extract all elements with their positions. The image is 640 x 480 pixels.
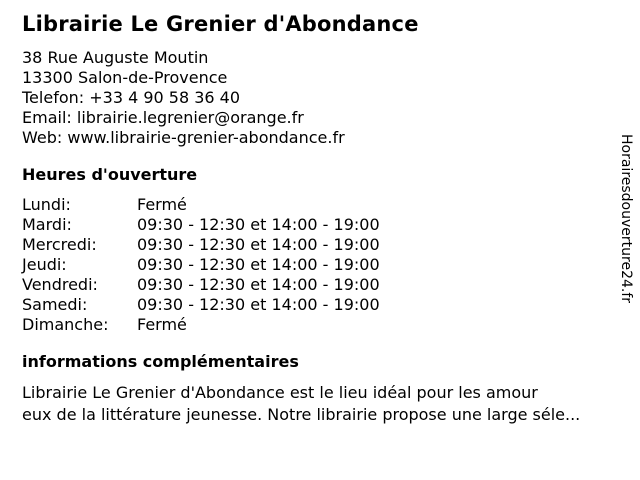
web-line: Web: www.librairie-grenier-abondance.fr xyxy=(22,128,345,147)
opening-hours-table xyxy=(22,195,380,335)
hours-value: Fermé xyxy=(137,195,187,214)
hours-row-sunday xyxy=(22,315,380,335)
day-label: Samedi: xyxy=(22,295,88,314)
hours-value: 09:30 - 12:30 et 14:00 - 19:00 xyxy=(137,235,380,254)
site-watermark: Horairesdouverture24.fr xyxy=(618,134,634,304)
info-text-line-1: Librairie Le Grenier d'Abondance est le lieu idéal pour les amour xyxy=(22,383,538,402)
hours-value: Fermé xyxy=(137,315,187,334)
day-label: Mardi: xyxy=(22,215,72,234)
hours-row-tuesday xyxy=(22,215,380,235)
hours-value: 09:30 - 12:30 et 14:00 - 19:00 xyxy=(137,275,380,294)
additional-info-text xyxy=(22,382,640,426)
day-label: Mercredi: xyxy=(22,235,97,254)
hours-value: 09:30 - 12:30 et 14:00 - 19:00 xyxy=(137,255,380,274)
opening-hours-heading: Heures d'ouverture xyxy=(22,165,198,184)
hours-value: 09:30 - 12:30 et 14:00 - 19:00 xyxy=(137,295,380,314)
address-line-2: 13300 Salon-de-Provence xyxy=(22,68,228,87)
info-text-line-2: eux de la littérature jeunesse. Notre librairie propose une large séle... xyxy=(22,405,581,424)
email-line: Email: librairie.legrenier@orange.fr xyxy=(22,108,304,127)
day-label: Vendredi: xyxy=(22,275,98,294)
phone-line: Telefon: +33 4 90 58 36 40 xyxy=(22,88,241,107)
hours-value: 09:30 - 12:30 et 14:00 - 19:00 xyxy=(137,215,380,234)
hours-row-saturday xyxy=(22,295,380,315)
day-label: Lundi: xyxy=(22,195,71,214)
hours-row-thursday xyxy=(22,255,380,275)
hours-row-friday xyxy=(22,275,380,295)
contact-info xyxy=(22,48,640,148)
day-label: Dimanche: xyxy=(22,315,109,334)
page-title: Librairie Le Grenier d'Abondance xyxy=(22,12,419,36)
day-label: Jeudi: xyxy=(22,255,67,274)
hours-row-monday xyxy=(22,195,380,215)
address-line-1: 38 Rue Auguste Moutin xyxy=(22,48,209,67)
additional-info-heading: informations complémentaires xyxy=(22,352,299,371)
hours-row-wednesday xyxy=(22,235,380,255)
